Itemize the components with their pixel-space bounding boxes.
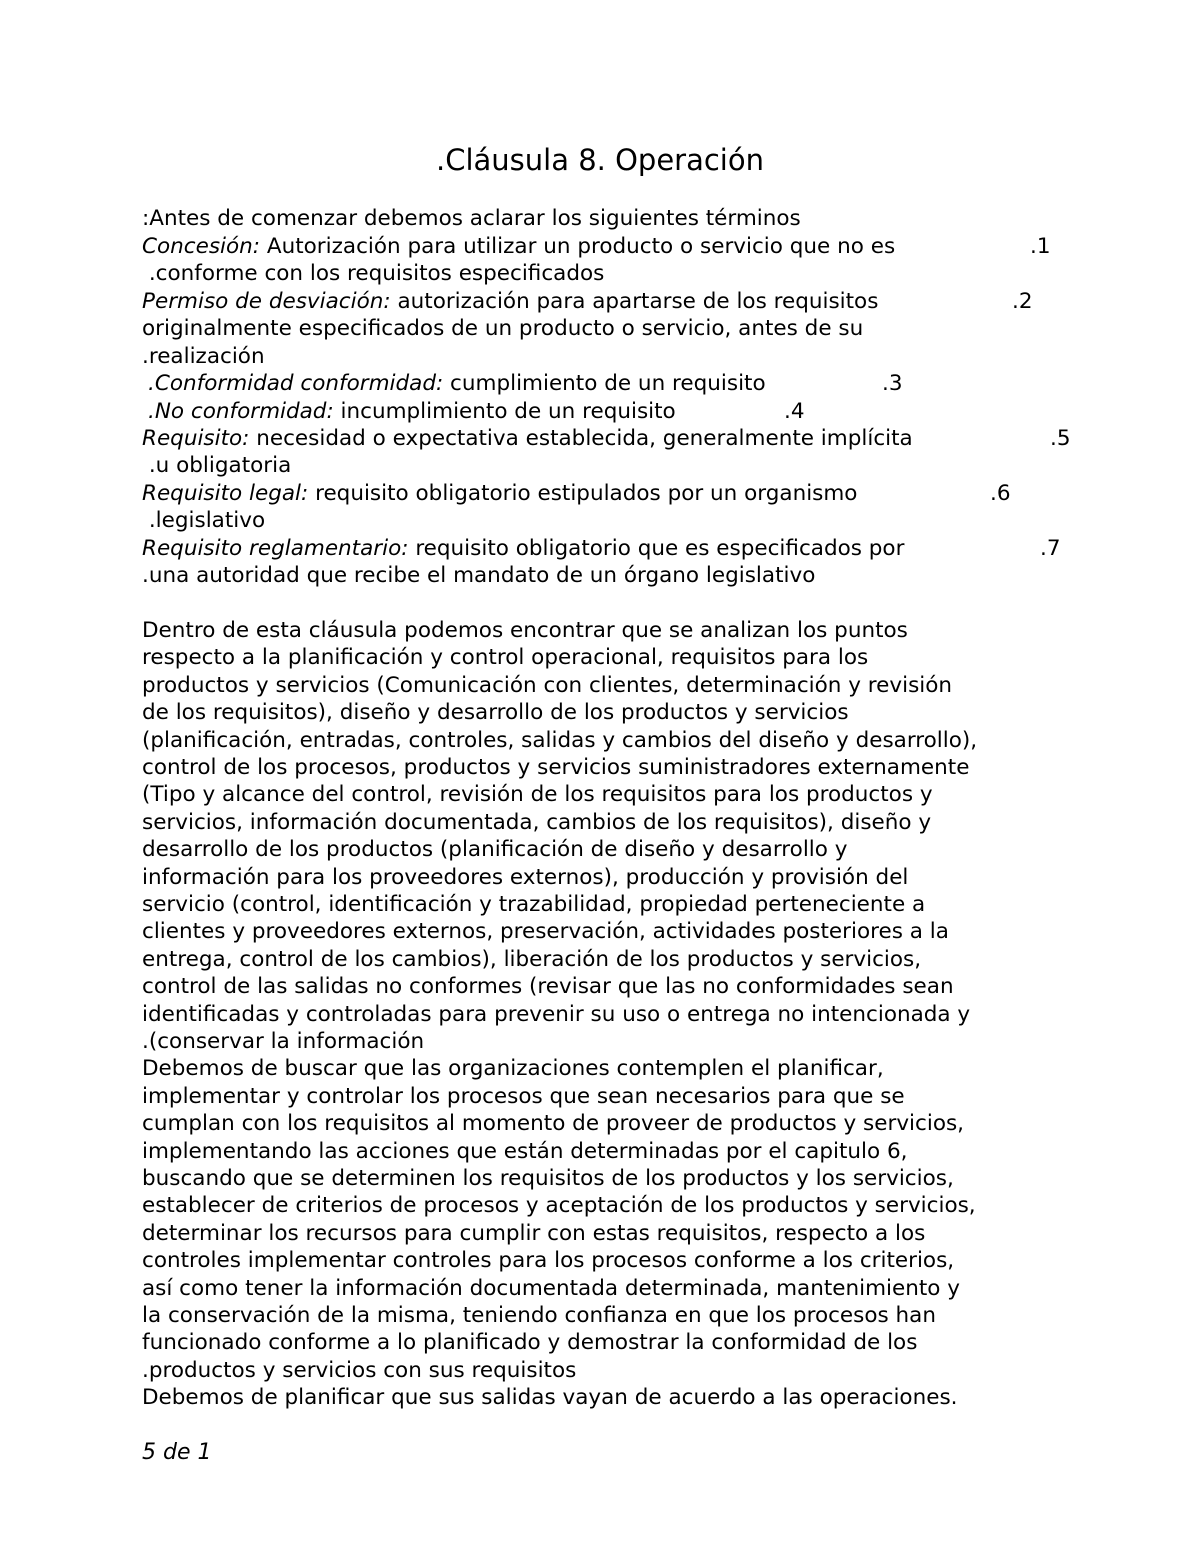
paragraph-line: Debemos de planificar que sus salidas vayan de acuerdo a las operaciones. bbox=[142, 1385, 958, 1410]
definition-continuation: .u obligatoria bbox=[142, 453, 292, 478]
paragraph-line: (Tipo y alcance del control, revisión de los requisitos para los productos y bbox=[142, 782, 933, 807]
definition-number: .4 bbox=[784, 399, 805, 424]
definition-text: cumplimiento de un requisito bbox=[443, 371, 766, 396]
paragraph-line: productos y servicios (Comunicación con clientes, determinación y revisión bbox=[142, 673, 953, 698]
definition-term: Permiso de desviación: bbox=[142, 289, 391, 314]
paragraph-line: entrega, control de los cambios), liberación de los productos y servicios, bbox=[142, 947, 922, 972]
definition-term: Requisito reglamentario: bbox=[142, 536, 409, 561]
paragraph-line: (planificación, entradas, controles, salidas y cambios del diseño y desarrollo), bbox=[142, 728, 978, 753]
paragraph-line: funcionado conforme a lo planificado y demostrar la conformidad de los bbox=[142, 1330, 918, 1355]
paragraph-line: servicios, información documentada, cambios de los requisitos), diseño y bbox=[142, 810, 932, 835]
page-number: 5 de 1 bbox=[142, 1440, 212, 1465]
definition-text: incumplimiento de un requisito bbox=[333, 399, 676, 424]
definition-text: Autorización para utilizar un producto o servicio que no es bbox=[260, 234, 896, 259]
paragraph-line: control de los procesos, productos y servicios suministradores externamente bbox=[142, 755, 970, 780]
paragraph-line: implementar y controlar los procesos que sean necesarios para que se bbox=[142, 1084, 905, 1109]
definition-term: Requisito: bbox=[142, 426, 250, 451]
definition-text: autorización para apartarse de los requisitos bbox=[390, 289, 879, 314]
paragraph-line: control de las salidas no conformes (revisar que las no conformidades sean bbox=[142, 974, 954, 999]
definition-term: .Conformidad conformidad: bbox=[148, 371, 444, 396]
definition-number: .1 bbox=[1030, 234, 1051, 259]
definition-text: requisito obligatorio estipulados por un organismo bbox=[308, 481, 858, 506]
paragraph-line: identificadas y controladas para prevenir su uso o entrega no intencionada y bbox=[142, 1002, 971, 1027]
paragraph-line: establecer de criterios de procesos y aceptación de los productos y servicios, bbox=[142, 1193, 976, 1218]
paragraph-line: cumplan con los requisitos al momento de proveer de productos y servicios, bbox=[142, 1111, 965, 1136]
definition-text: necesidad o expectativa establecida, generalmente implícita bbox=[249, 426, 913, 451]
paragraph-line: la conservación de la misma, teniendo confianza en que los procesos han bbox=[142, 1303, 936, 1328]
paragraph-line: de los requisitos), diseño y desarrollo de los productos y servicios bbox=[142, 700, 849, 725]
paragraph-line: implementando las acciones que están determinadas por el capitulo 6, bbox=[142, 1139, 908, 1164]
intro-line: :Antes de comenzar debemos aclarar los siguientes términos bbox=[142, 206, 801, 231]
paragraph-line: .productos y servicios con sus requisitos bbox=[142, 1358, 577, 1383]
definition-continuation: .legislativo bbox=[142, 508, 266, 533]
definition-number: .2 bbox=[1012, 289, 1033, 314]
definition-2 bbox=[142, 288, 878, 316]
definition-continuation: .realización bbox=[142, 344, 265, 369]
definition-4 bbox=[148, 398, 676, 426]
definition-continuation: .conforme con los requisitos especificados bbox=[142, 261, 605, 286]
definition-7 bbox=[142, 535, 904, 563]
paragraph-line: determinar los recursos para cumplir con estas requisitos, respecto a los bbox=[142, 1221, 926, 1246]
definition-number: .3 bbox=[882, 371, 903, 396]
paragraph-line: servicio (control, identificación y trazabilidad, propiedad perteneciente a bbox=[142, 892, 926, 917]
paragraph-line: clientes y proveedores externos, preservación, actividades posteriores a la bbox=[142, 919, 949, 944]
paragraph-line: información para los proveedores externos), producción y provisión del bbox=[142, 865, 909, 890]
definition-3 bbox=[148, 370, 766, 398]
paragraph-line: respecto a la planificación y control operacional, requisitos para los bbox=[142, 645, 869, 670]
definition-number: .7 bbox=[1040, 536, 1061, 561]
definition-6 bbox=[142, 480, 857, 508]
paragraph-line: controles implementar controles para los procesos conforme a los criterios, bbox=[142, 1248, 955, 1273]
paragraph-line: .(conservar la información bbox=[142, 1029, 425, 1054]
page-title: .Cláusula 8. Operación bbox=[436, 143, 764, 177]
definition-5 bbox=[142, 425, 913, 453]
paragraph-line: buscando que se determinen los requisitos de los productos y los servicios, bbox=[142, 1166, 954, 1191]
paragraph-line: desarrollo de los productos (planificación de diseño y desarrollo y bbox=[142, 837, 848, 862]
paragraph-line: así como tener la información documentada determinada, mantenimiento y bbox=[142, 1276, 960, 1301]
definition-number: .6 bbox=[990, 481, 1011, 506]
definition-continuation: originalmente especificados de un producto o servicio, antes de su bbox=[142, 316, 864, 341]
definition-1 bbox=[142, 233, 895, 261]
definition-term: .No conformidad: bbox=[148, 399, 334, 424]
definition-term: Concesión: bbox=[142, 234, 261, 259]
definition-number: .5 bbox=[1050, 426, 1071, 451]
paragraph-line: Debemos de buscar que las organizaciones contemplen el planificar, bbox=[142, 1056, 884, 1081]
definition-continuation: .una autoridad que recibe el mandato de un órgano legislativo bbox=[142, 563, 816, 588]
definition-term: Requisito legal: bbox=[142, 481, 309, 506]
definition-text: requisito obligatorio que es especificados por bbox=[408, 536, 905, 561]
paragraph-line: Dentro de esta cláusula podemos encontrar que se analizan los puntos bbox=[142, 618, 908, 643]
